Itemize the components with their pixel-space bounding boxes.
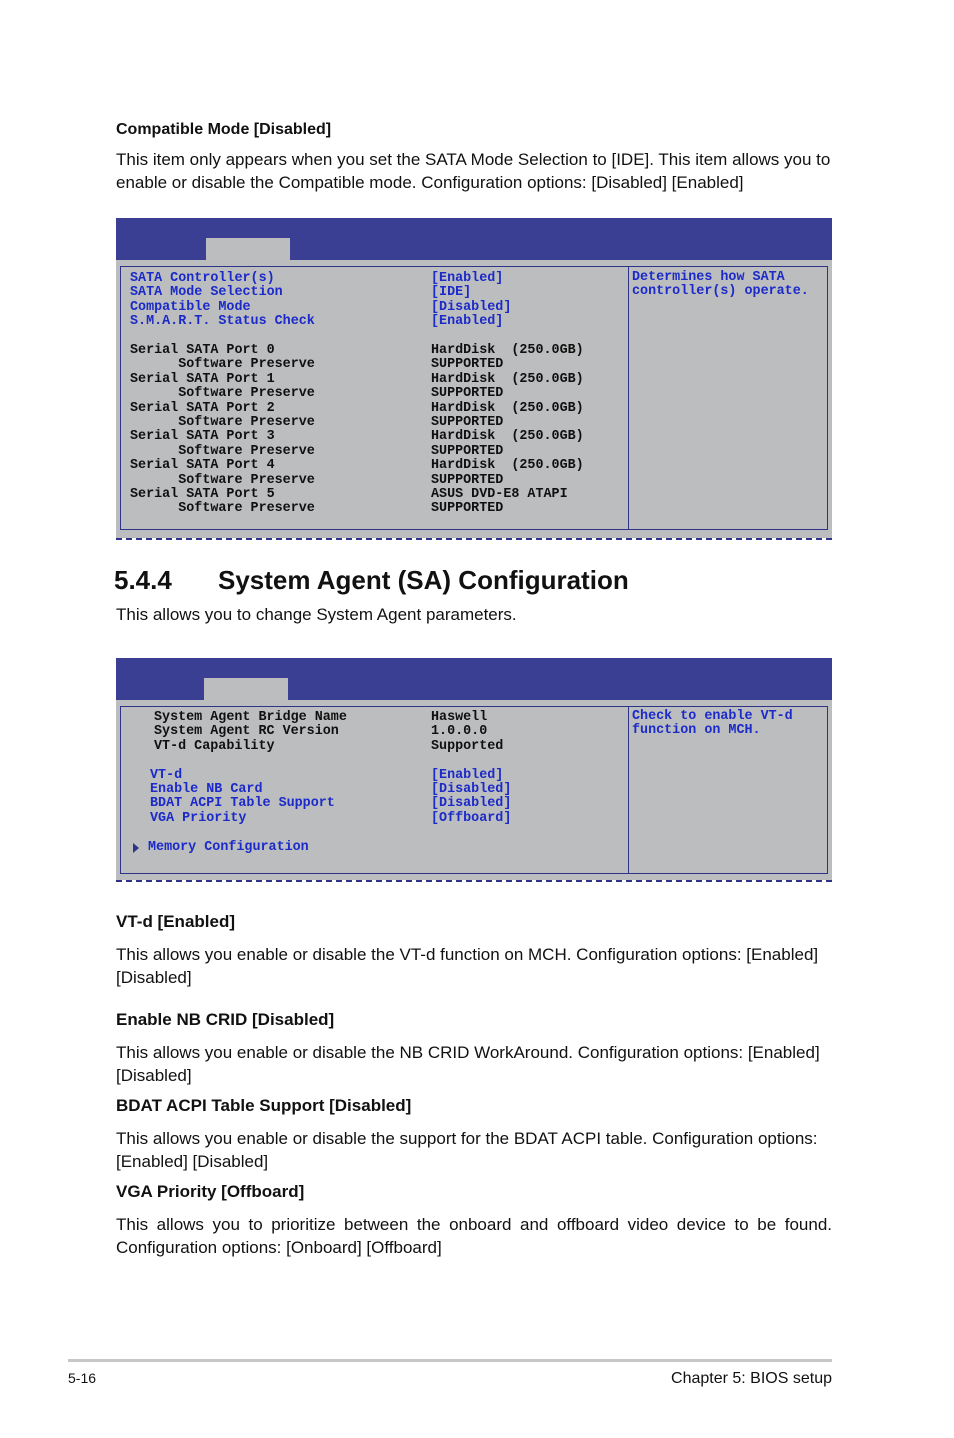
info-sata-port-2: Serial SATA Port 2 xyxy=(130,400,275,416)
help-text: Determines how SATA controller(s) operate. xyxy=(632,270,809,300)
info-vtd-capability: VT-d Capability xyxy=(154,738,275,754)
bios-body xyxy=(116,700,832,880)
setting-compatible-mode[interactable]: Compatible Mode xyxy=(130,299,251,315)
info-rc-version-value: 1.0.0.0 xyxy=(431,724,488,740)
info-sata-port-3-value: HardDisk (250.0GB) xyxy=(431,429,584,445)
info-sata-port-5: Serial SATA Port 5 xyxy=(130,487,275,502)
info-sata-port-4-value: HardDisk (250.0GB) xyxy=(431,458,584,474)
page-number: 5-16 xyxy=(68,1370,97,1386)
setting-sata-mode-selection-value[interactable]: [IDE] xyxy=(431,285,472,301)
setting-bdat-acpi-value[interactable]: [Disabled] xyxy=(431,796,512,812)
info-software-preserve-3: Software Preserve xyxy=(130,443,315,459)
bios-help-panel xyxy=(628,266,828,530)
info-sata-port-0-value: HardDisk (250.0GB) xyxy=(431,343,584,358)
bios-body xyxy=(116,260,832,538)
info-software-preserve-2-value: SUPPORTED xyxy=(431,415,504,430)
bios-dashed-border xyxy=(116,538,832,540)
footer-rule xyxy=(68,1359,832,1362)
bios-main-panel xyxy=(120,266,629,530)
setting-enable-nb-card-value[interactable]: [Disabled] xyxy=(431,782,512,797)
bios-active-tab xyxy=(204,678,288,700)
setting-bdat-acpi[interactable]: BDAT ACPI Table Support xyxy=(150,796,335,812)
bios-title-bar xyxy=(116,658,832,700)
setting-vtd[interactable]: VT-d xyxy=(150,767,183,783)
vga-priority-heading: VGA Priority [Offboard] xyxy=(116,1182,305,1201)
submenu-memory-configuration[interactable]: Memory Configuration xyxy=(148,839,309,855)
compatible-mode-heading: Compatible Mode [Disabled] xyxy=(116,121,332,138)
info-sata-port-5-value: ASUS DVD-E8 ATAPI xyxy=(431,487,568,502)
setting-vga-priority-value[interactable]: [Offboard] xyxy=(431,810,512,826)
bdat-acpi-heading: BDAT ACPI Table Support [Disabled] xyxy=(116,1096,412,1115)
bios-screen-sata xyxy=(116,218,832,542)
bdat-acpi-description: This allows you enable or disable the support for the BDAT ACPI table. Configuration options: [Enabled] [Disabled] xyxy=(116,1129,818,1171)
setting-compatible-mode-value[interactable]: [Disabled] xyxy=(431,299,512,315)
info-sata-port-3: Serial SATA Port 3 xyxy=(130,429,275,445)
info-software-preserve-4-value: SUPPORTED xyxy=(431,472,504,488)
info-sata-port-0: Serial SATA Port 0 xyxy=(130,343,275,358)
info-software-preserve-5: Software Preserve xyxy=(130,501,315,517)
bios-screen-system-agent xyxy=(116,658,832,884)
setting-smart-status-check-value[interactable]: [Enabled] xyxy=(431,314,504,330)
bios-main-panel xyxy=(120,706,629,874)
info-bridge-name-value: Haswell xyxy=(431,710,488,725)
section-description: This allows you to change System Agent parameters. xyxy=(116,605,517,624)
bios-active-tab xyxy=(206,238,290,260)
vtd-description: This allows you enable or disable the VT-d function on MCH. Configuration options: [Enabled] [Disabled] xyxy=(116,945,819,987)
bios-help-panel xyxy=(628,706,828,874)
info-software-preserve-5-value: SUPPORTED xyxy=(431,501,504,517)
nb-crid-description: This allows you enable or disable the NB CRID WorkAround. Configuration options: [Enabled] [Disabled] xyxy=(116,1043,820,1085)
chapter-label: Chapter 5: BIOS setup xyxy=(671,1370,832,1387)
section-number: 5.4.4 xyxy=(114,565,172,595)
setting-vga-priority[interactable]: VGA Priority xyxy=(150,810,247,826)
info-software-preserve-1-value: SUPPORTED xyxy=(431,386,504,402)
help-text: Check to enable VT-d function on MCH. xyxy=(632,709,793,739)
info-sata-port-2-value: HardDisk (250.0GB) xyxy=(431,400,584,416)
section-heading xyxy=(114,565,629,596)
info-software-preserve-0: Software Preserve xyxy=(130,357,315,373)
info-software-preserve-3-value: SUPPORTED xyxy=(431,443,504,459)
setting-vtd-value[interactable]: [Enabled] xyxy=(431,767,504,783)
setting-enable-nb-card[interactable]: Enable NB Card xyxy=(150,782,263,797)
setting-smart-status-check[interactable]: S.M.A.R.T. Status Check xyxy=(130,314,315,330)
bios-title-bar xyxy=(116,218,832,260)
bios-dashed-border xyxy=(116,880,832,882)
info-sata-port-4: Serial SATA Port 4 xyxy=(130,458,275,474)
info-sata-port-1-value: HardDisk (250.0GB) xyxy=(431,371,584,387)
info-software-preserve-2: Software Preserve xyxy=(130,415,315,430)
info-software-preserve-4: Software Preserve xyxy=(130,472,315,488)
setting-sata-mode-selection[interactable]: SATA Mode Selection xyxy=(130,285,283,301)
nb-crid-heading: Enable NB CRID [Disabled] xyxy=(116,1010,335,1029)
info-software-preserve-1: Software Preserve xyxy=(130,386,315,402)
info-software-preserve-0-value: SUPPORTED xyxy=(431,357,504,373)
section-title: System Agent (SA) Configuration xyxy=(218,565,629,595)
setting-sata-controllers-value[interactable]: [Enabled] xyxy=(431,271,504,286)
info-rc-version: System Agent RC Version xyxy=(154,724,339,740)
vtd-heading: VT-d [Enabled] xyxy=(116,912,235,931)
setting-sata-controllers[interactable]: SATA Controller(s) xyxy=(130,271,275,286)
info-sata-port-1: Serial SATA Port 1 xyxy=(130,371,275,387)
info-vtd-capability-value: Supported xyxy=(431,738,504,754)
submenu-arrow-icon xyxy=(133,843,139,853)
compatible-mode-description: This item only appears when you set the SATA Mode Selection to [IDE]. This item allows you to enable or disable the Compatible mode. Configuration options: [Disabled] [Enabled] xyxy=(116,150,831,192)
info-bridge-name: System Agent Bridge Name xyxy=(154,710,347,725)
vga-priority-description: This allows you to prioritize between the onboard and offboard video device to be found. Configuration options: [Onboard] [Offboard] xyxy=(116,1215,832,1257)
